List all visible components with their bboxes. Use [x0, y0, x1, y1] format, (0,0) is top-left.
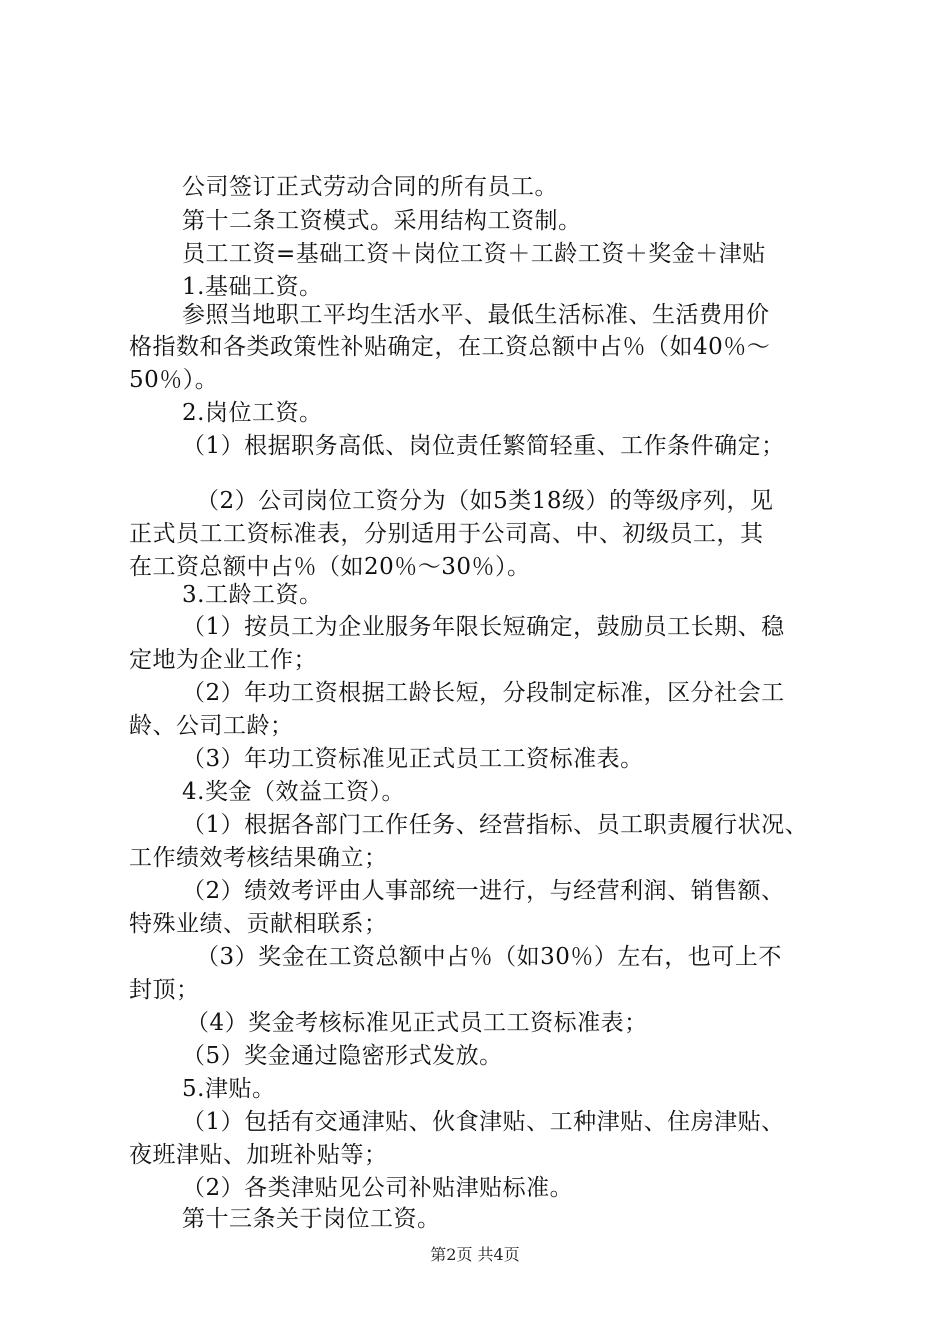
- text-line: 封顶；: [129, 977, 200, 1003]
- text-line: 在工资总额中占％（如20％～30％）。: [129, 554, 531, 580]
- text-line: （2）各类津贴见公司补贴津贴标准。: [182, 1175, 574, 1201]
- text-line: （3）奖金在工资总额中占％（如30％）左右，也可上不: [196, 944, 782, 970]
- text-line: 特殊业绩、贡献相联系；: [129, 911, 388, 937]
- text-line: 格指数和各类政策性补贴确定，在工资总额中占％（如40％～: [129, 334, 771, 360]
- text-line: （5）奖金通过隐密形式发放。: [182, 1043, 503, 1069]
- text-line: 第十三条关于岗位工资。: [182, 1206, 441, 1232]
- text-line: 定地为企业工作；: [129, 647, 317, 673]
- text-line: （1）根据各部门工作任务、经营指标、员工职责履行状况、: [182, 812, 809, 838]
- text-line: 3.工龄工资。: [182, 582, 323, 608]
- text-line: （3）年功工资标准见正式员工工资标准表。: [182, 746, 644, 772]
- text-line: 5.津贴。: [182, 1076, 276, 1102]
- text-line: （2）公司岗位工资分为（如5类18级）的等级序列，见: [196, 488, 774, 514]
- text-line: 公司签订正式劳动合同的所有员工。: [182, 174, 558, 200]
- text-line: （1）根据职务高低、岗位责任繁简轻重、工作条件确定；: [182, 433, 785, 459]
- text-line: 2.岗位工资。: [182, 400, 323, 426]
- text-line: 夜班津贴、加班补贴等；: [129, 1142, 388, 1168]
- text-line: 参照当地职工平均生活水平、最低生活标准、生活费用价: [182, 302, 770, 328]
- text-line: （1）按员工为企业服务年限长短确定，鼓励员工长期、稳: [182, 614, 785, 640]
- text-line: 龄、公司工龄；: [129, 713, 294, 739]
- text-line: 员工工资=基础工资＋岗位工资＋工龄工资＋奖金＋津贴: [182, 241, 766, 267]
- text-line: （2）年功工资根据工龄长短，分段制定标准，区分社会工: [182, 680, 785, 706]
- text-line: （2）绩效考评由人事部统一进行，与经营利润、销售额、: [182, 878, 785, 904]
- text-line: 正式员工工资标准表，分别适用于公司高、中、初级员工，其: [129, 521, 764, 547]
- text-line: 4.奖金（效益工资）。: [182, 779, 405, 805]
- text-line: （1）包括有交通津贴、伙食津贴、工种津贴、住房津贴、: [182, 1109, 785, 1135]
- text-line: 第十二条工资模式。采用结构工资制。: [182, 208, 582, 234]
- text-line: 1.基础工资。: [182, 274, 323, 300]
- text-line: 工作绩效考核结果确立；: [129, 845, 388, 871]
- text-line: 50％）。: [129, 367, 219, 393]
- text-line: （4）奖金考核标准见正式员工工资标准表；: [186, 1010, 648, 1036]
- page-number-footer: 第2页 共4页: [430, 1245, 520, 1264]
